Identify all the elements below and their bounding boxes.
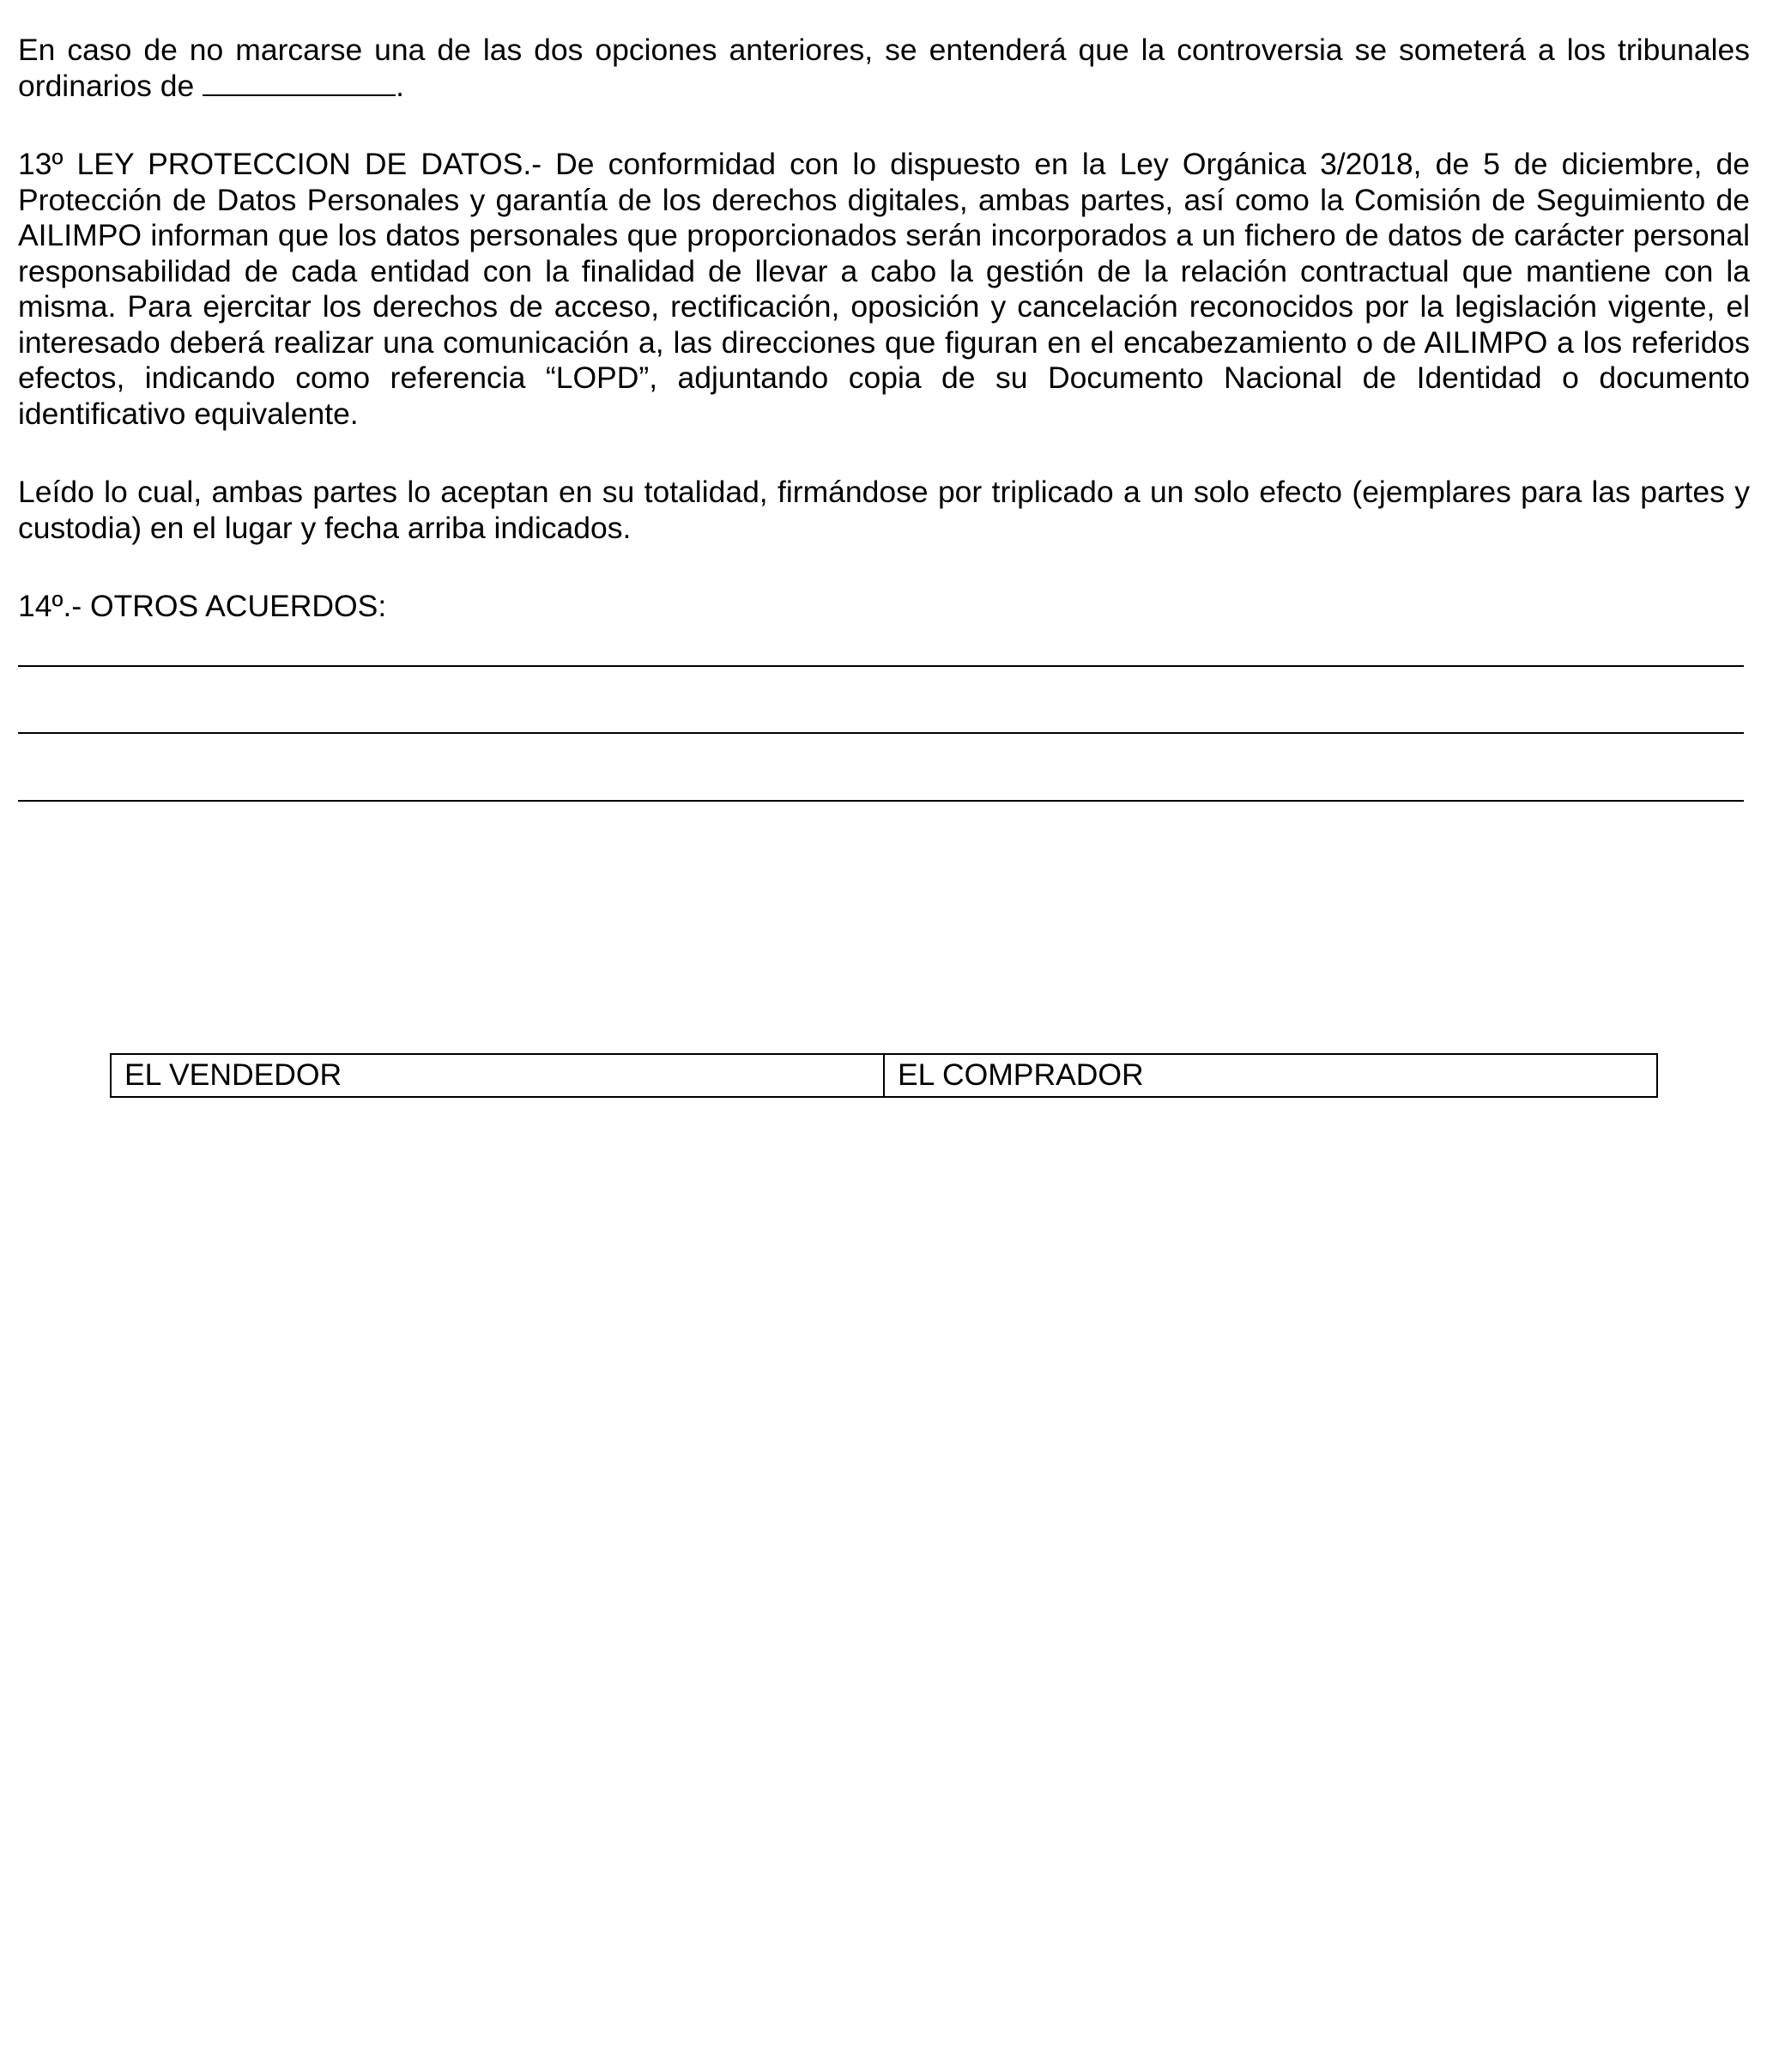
signature-table — [110, 1053, 1658, 1098]
jurisdiction-text: En caso de no marcarse una de las dos opciones anteriores, se entenderá que la controversia se someterá a los tribunales ordinarios de — [18, 33, 1750, 103]
document-page — [18, 33, 1750, 625]
other-agreements-heading: 14º.- OTROS ACUERDOS: — [18, 589, 387, 623]
other-agreements-line-2[interactable] — [18, 732, 1744, 734]
other-agreements-line-3[interactable] — [18, 800, 1744, 802]
jurisdiction-paragraph — [18, 33, 1750, 104]
buyer-signature-cell: EL COMPRADOR — [898, 1057, 1144, 1092]
data-protection-paragraph: 13º LEY PROTECCION DE DATOS.- De conformidad con lo dispuesto en la Ley Orgánica 3/2018, de 5 de diciembre, de Protección de Datos Personales y garantía de los derechos digitales, ambas partes, así como la Comisión de Seguimiento de AILIMPO informan que los datos personales que proporcionados serán incorporados a un fichero de datos de carácter personal responsabilidad de cada entidad con la finalidad de llevar a cabo la gestión de la relación contractual que mantiene con la misma. Para ejercitar los derechos de acceso, rectificación, oposición y cancelación reconocidos por la legislación vigente, el interesado deberá realizar una comunicación a, las direcciones que figuran en el encabezamiento o de AILIMPO a los referidos efectos, indicando como referencia “LOPD”, adjuntando copia de su Documento Nacional de Identidad o documento identificativo equivalente. — [18, 147, 1750, 431]
other-agreements-line-1[interactable] — [18, 665, 1744, 667]
jurisdiction-blank-field[interactable] — [203, 69, 396, 96]
acceptance-paragraph: Leído lo cual, ambas partes lo aceptan en su totalidad, firmándose por triplicado a un solo efecto (ejemplares para las partes y custodia) en el lugar y fecha arriba indicados. — [18, 475, 1750, 545]
seller-signature-cell: EL VENDEDOR — [112, 1055, 885, 1096]
jurisdiction-period: . — [396, 68, 404, 103]
